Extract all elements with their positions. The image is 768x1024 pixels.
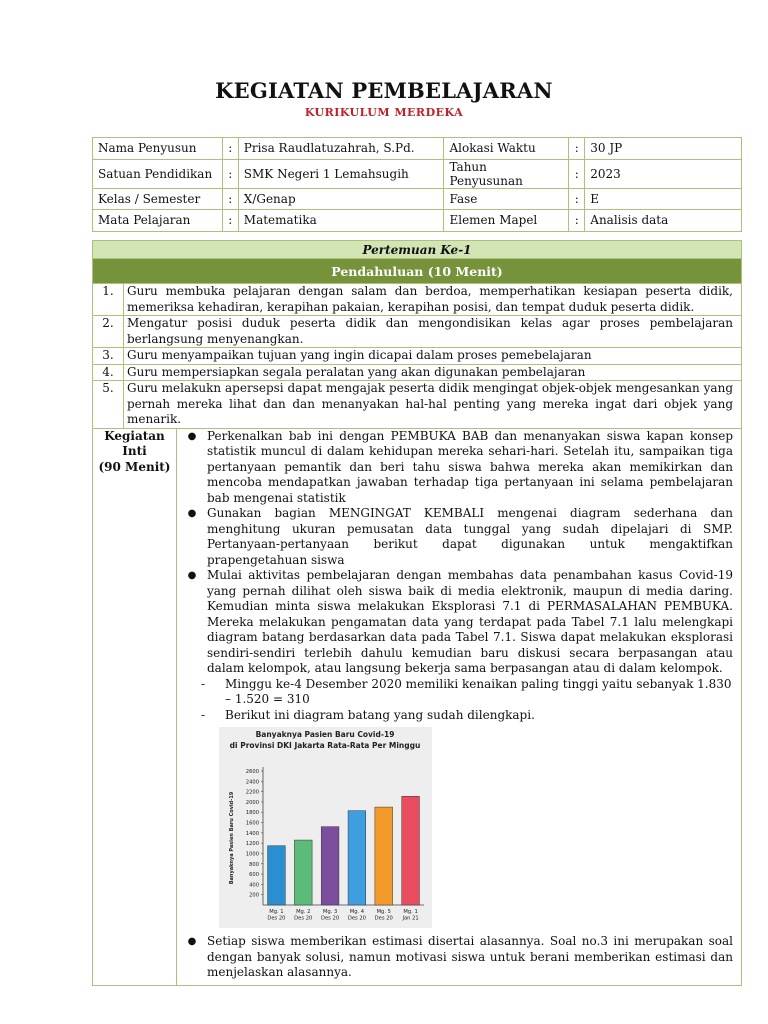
bullet-icon: ● [187,936,197,947]
bar [375,807,393,905]
dash-text: Minggu ke-4 Desember 2020 memiliki kenaikan paling tinggi yaitu sebanyak 1.830 – 1.520 = 310 [225,676,732,706]
list-item [93,364,741,381]
bullet-text: Gunakan bagian MENGINGAT KEMBALI mengenai diagram sederhana dan menghitung ukuran pemusatan data tunggal yang sudah dipelajari di SMP. Pertanyaan-pertanyaan berikut dapat digunakan untuk mengaktifkan prapengetahuan siswa [207,506,733,567]
x-tick-label: Jan 21 [402,915,419,922]
info-value: Matematika [238,210,444,232]
info-value: 30 JP [585,138,742,160]
info-table [92,137,742,232]
y-axis-label: Banyaknya Pasien Baru Covid-19 [229,791,235,885]
info-separator: : [222,188,238,210]
activity-table [92,240,742,986]
item-text: Guru menyampaikan tujuan yang ingin dicapai dalam proses pemebelajaran [124,348,742,365]
item-number: 2. [93,316,124,348]
bullet-icon: ● [187,570,197,581]
x-tick-label: Des 20 [267,915,286,922]
info-separator: : [222,138,238,160]
bar-chart-svg [219,727,432,928]
info-label: Kelas / Semester [93,188,223,210]
info-separator: : [222,210,238,232]
info-label: Fase [444,188,569,210]
y-tick-label: 1000 [245,851,259,858]
item-text: Guru melakukn apersepsi dapat mengajak peserta didik mengingat objek-objek mengesankan yang pernah mereka lihat dan dan menanyakan hal-hal penting yang mereka ingat dari objek yang menarik. [124,381,742,428]
info-label: Satuan Pendidikan [93,159,223,188]
y-tick-label: 1400 [245,830,259,837]
bar [268,846,286,905]
bar [348,811,366,905]
y-tick-label: 1200 [245,841,259,848]
item-text: Guru membuka pelajaran dengan salam dan berdoa, memperhatikan kesiapan peserta didik, memeriksa kehadiran, kerapihan pakaian, kerapihan posisi, dan tempat duduk peserta didik. [124,284,742,316]
y-tick-label: 2000 [245,799,259,806]
x-tick-label: Mg. 1 [403,909,418,915]
info-label: Tahun Penyusunan [444,159,569,188]
y-tick-label: 400 [249,882,259,889]
info-label: Mata Pelajaran [93,210,223,232]
bullet-text: Mulai aktivitas pembelajaran dengan membahas data penambahan kasus Covid-19 yang pernah dilihat oleh siswa baik di media elektronik, maupun di media daring. Kemudian minta siswa melakukan Eksplorasi 7.1 di PERMASALAHAN PEMBUKA. Mereka melakukan pengamatan data yang terdapat pada Tabel 7.1 lalu melengkapi diagram batang berdasarkan data pada Tabel 7.1. Siswa dapat melakukan eksplorasi sendiri-sendiri terlebih dahulu kemudian baru diskusi secara berpasangan atau dalam kelompok, atau langsung bekerja sama berpasangan atau di dalam kelompok. [207,568,733,675]
dash-icon: - [201,676,206,691]
pendahuluan-list [93,284,741,428]
dash-icon: - [201,707,206,722]
meeting-heading: Pertemuan Ke-1 [93,241,742,259]
pendahuluan-heading: Pendahuluan (10 Menit) [93,259,742,284]
info-row [93,159,742,188]
item-number: 4. [93,364,124,381]
inti-label-line: Inti [122,444,147,458]
inti-label-line: Kegiatan [104,428,165,443]
x-tick-label: Mg. 2 [296,909,311,915]
info-value: SMK Negeri 1 Lemahsugih [238,159,444,188]
list-item [93,348,741,365]
info-value: X/Genap [238,188,444,210]
info-separator: : [222,159,238,188]
y-tick-label: 600 [249,872,259,879]
document-subtitle: KURIKULUM MERDEKA [304,106,464,119]
x-tick-label: Des 20 [321,915,340,922]
bullet-icon: ● [187,508,197,519]
dash-item [201,708,733,724]
y-tick-label: 200 [249,892,259,899]
item-text: Guru mempersiapkan segala peralatan yang akan digunakan pembelajaran [124,364,742,381]
info-value: Prisa Raudlatuzahrah, S.Pd. [238,138,444,160]
bullet-icon: ● [187,430,197,442]
y-tick-label: 1800 [245,810,259,817]
inti-duration: (90 Menit) [98,459,171,474]
info-separator: : [569,159,585,188]
bullet-item [177,568,733,677]
dash-item [201,677,733,708]
x-tick-label: Des 20 [374,915,393,922]
x-tick-label: Des 20 [294,915,313,922]
y-tick-label: 2600 [245,769,259,775]
info-row [93,138,742,160]
inti-content [177,428,742,985]
dash-text: Berikut ini diagram batang yang sudah dilengkapi. [225,707,535,722]
item-text: Mengatur posisi duduk peserta didik dan mengondisikan kelas agar proses pembelajaran berlangsung menyenangkan. [124,316,742,348]
item-number: 1. [93,284,124,316]
bullet-item [177,934,733,981]
y-tick-label: 800 [249,861,259,868]
list-item [93,284,741,316]
x-tick-label: Des 20 [347,915,366,922]
info-value: Analisis data [585,210,742,232]
info-label: Elemen Mapel [444,210,569,232]
list-item [93,316,741,348]
bar-chart [219,727,432,928]
x-tick-label: Mg. 4 [349,909,365,915]
list-item [93,381,741,428]
info-separator: : [569,188,585,210]
bar [321,827,339,905]
item-number: 3. [93,348,124,365]
chart-title: Banyaknya Pasien Baru Covid-19 [255,730,395,739]
info-value: E [585,188,742,210]
x-tick-label: Mg. 1 [269,909,284,915]
inti-label [93,428,177,985]
x-tick-label: Mg. 3 [322,909,338,915]
bullet-text: Setiap siswa memberikan estimasi disertai alasannya. Soal no.3 ini merupakan soal dengan banyak solusi, namun motivasi siswa untuk berani memberikan estimasi dan menjelaskan alasannya. [207,934,733,979]
document-title: KEGIATAN PEMBELAJARAN [215,78,553,103]
bullet-item [177,506,733,568]
bullet-text: Perkenalkan bab ini dengan PEMBUKA BAB dan menanyakan siswa kapan konsep statistik muncul di dalam kehidupan mereka sehari-hari. Setelah itu, sampaikan tiga pertanyaan pemantik dan beri tahu siswa bahwa mereka akan memikirkan dan mencoba mendapatkan jawaban terhadap tiga pertanyaan ini selama pembelajaran bab mengenai statistik [207,428,733,505]
info-separator: : [569,210,585,232]
info-value: 2023 [585,159,742,188]
bar [294,840,312,905]
y-tick-label: 2200 [245,789,259,796]
info-row [93,210,742,232]
info-label: Alokasi Waktu [444,138,569,160]
info-row [93,188,742,210]
x-tick-label: Mg. 5 [376,909,391,915]
bullet-item [177,429,733,507]
y-tick-label: 2400 [245,779,259,786]
info-label: Nama Penyusun [93,138,223,160]
bar [402,796,420,905]
chart-subtitle: di Provinsi DKI Jakarta Rata-Rata Per Minggu [229,741,421,750]
item-number: 5. [93,381,124,428]
info-separator: : [569,138,585,160]
y-tick-label: 1600 [245,820,259,827]
